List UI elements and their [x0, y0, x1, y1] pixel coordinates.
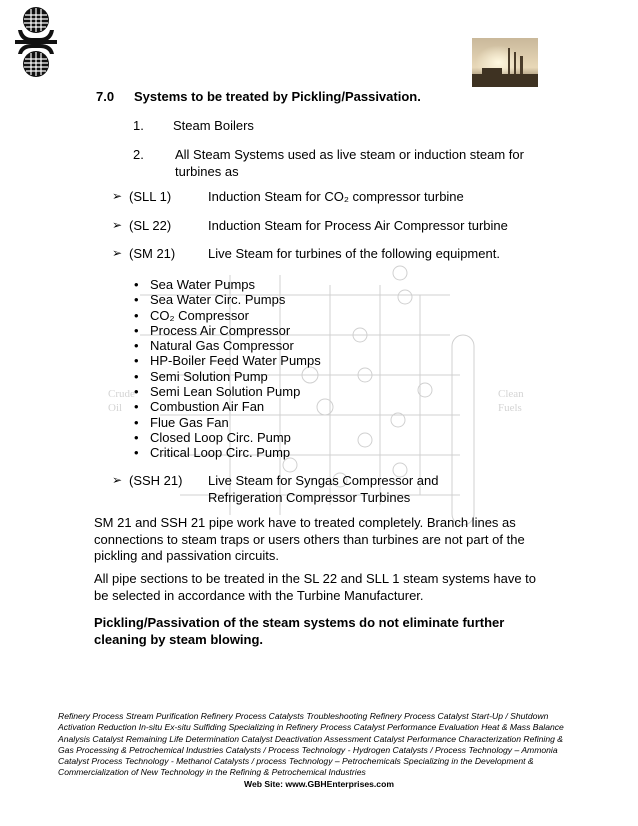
bullet-dot-icon: • [134, 368, 139, 384]
company-logo [12, 6, 60, 78]
bullet-dot-icon: • [134, 445, 139, 461]
bullet-dot-icon: • [134, 338, 139, 354]
footer-text: Refinery Process Stream Purification Refinery Process Catalysts Troubleshooting Refinery Process Catalyst Start-Up / Shutdown Activation Reduction In-situ Ex-situ Sulfiding Specializing in Refinery Process Catalyst Performance Evaluation Heat & Mass Balance Analysis Catalyst Remaining Life Determination Catalyst Deactivation Assessment Catalyst Performance Characterization Refining & Gas Processing & Petrochemical Industries Catalysts / Process Technology - Hydrogen Catalysts / Process Technology – Ammonia Catalyst Process Technology - Methanol Catalysts / process Technology – Petrochemicals Specializing in the Development & Commercialization of New Technology in the Refining & Petrochemical Industries [58, 711, 564, 778]
svg-text:Crude: Crude [108, 388, 135, 400]
numbered-item [133, 146, 533, 180]
refinery-photo [472, 38, 538, 87]
system-description: Induction Steam for Process Air Compressor turbine [208, 218, 508, 233]
system-code: (SL 22) [129, 218, 172, 233]
steam-system-row [112, 245, 532, 262]
bullet-dot-icon: • [134, 307, 139, 323]
system-code: (SSH 21) [129, 473, 183, 488]
item-text: All Steam Systems used as live steam or induction steam for turbines as [175, 147, 524, 179]
bullet-dot-icon: • [134, 292, 139, 308]
body-paragraph: All pipe sections to be treated in the SL 22 and SLL 1 steam systems have to be selected in accordance with the Turbine Manufacturer. [94, 571, 537, 603]
item-number: 1. [133, 118, 144, 133]
system-code: (SM 21) [129, 246, 176, 261]
arrow-bullet-icon: ➢ [112, 218, 123, 232]
steam-system-row [112, 217, 532, 234]
body-paragraph: SM 21 and SSH 21 pipe work have to treated completely. Branch lines as connections to steam traps or users others than turbines are not part of the pickling and passivation circuits. [94, 515, 525, 563]
steam-system-row [112, 188, 532, 205]
bullet-dot-icon: • [134, 384, 139, 400]
bullet-dot-icon: • [134, 399, 139, 415]
svg-text:Clean: Clean [498, 388, 524, 400]
arrow-bullet-icon: ➢ [112, 473, 123, 487]
section-heading [96, 89, 421, 104]
section-title: Systems to be treated by Pickling/Passivation. [134, 89, 421, 104]
bullet-dot-icon: • [134, 277, 139, 292]
item-number: 2. [133, 147, 144, 162]
section-number: 7.0 [96, 89, 115, 104]
system-description: Live Steam for turbines of the following equipment. [208, 246, 500, 261]
system-description: Induction Steam for CO₂ compressor turbine [208, 189, 464, 204]
system-description: Live Steam for Syngas Compressor and Refrigeration Compressor Turbines [208, 473, 439, 505]
arrow-bullet-icon: ➢ [112, 246, 123, 260]
arrow-bullet-icon: ➢ [112, 189, 123, 203]
svg-text:Fuels: Fuels [498, 402, 522, 414]
bullet-dot-icon: • [134, 414, 139, 430]
bullet-dot-icon: • [134, 353, 139, 369]
body-paragraph-bold: Pickling/Passivation of the steam systems do not eliminate further cleaning by steam blowing. [94, 615, 505, 647]
steam-system-row [112, 472, 532, 506]
numbered-item [133, 117, 533, 134]
footer-website: Web Site: www.GBHEnterprises.com [244, 779, 394, 789]
svg-text:Oil: Oil [108, 402, 123, 414]
system-code: (SLL 1) [129, 189, 172, 204]
bullet-dot-icon: • [134, 429, 139, 445]
bullet-dot-icon: • [134, 322, 139, 338]
item-text: Steam Boilers [173, 118, 254, 133]
